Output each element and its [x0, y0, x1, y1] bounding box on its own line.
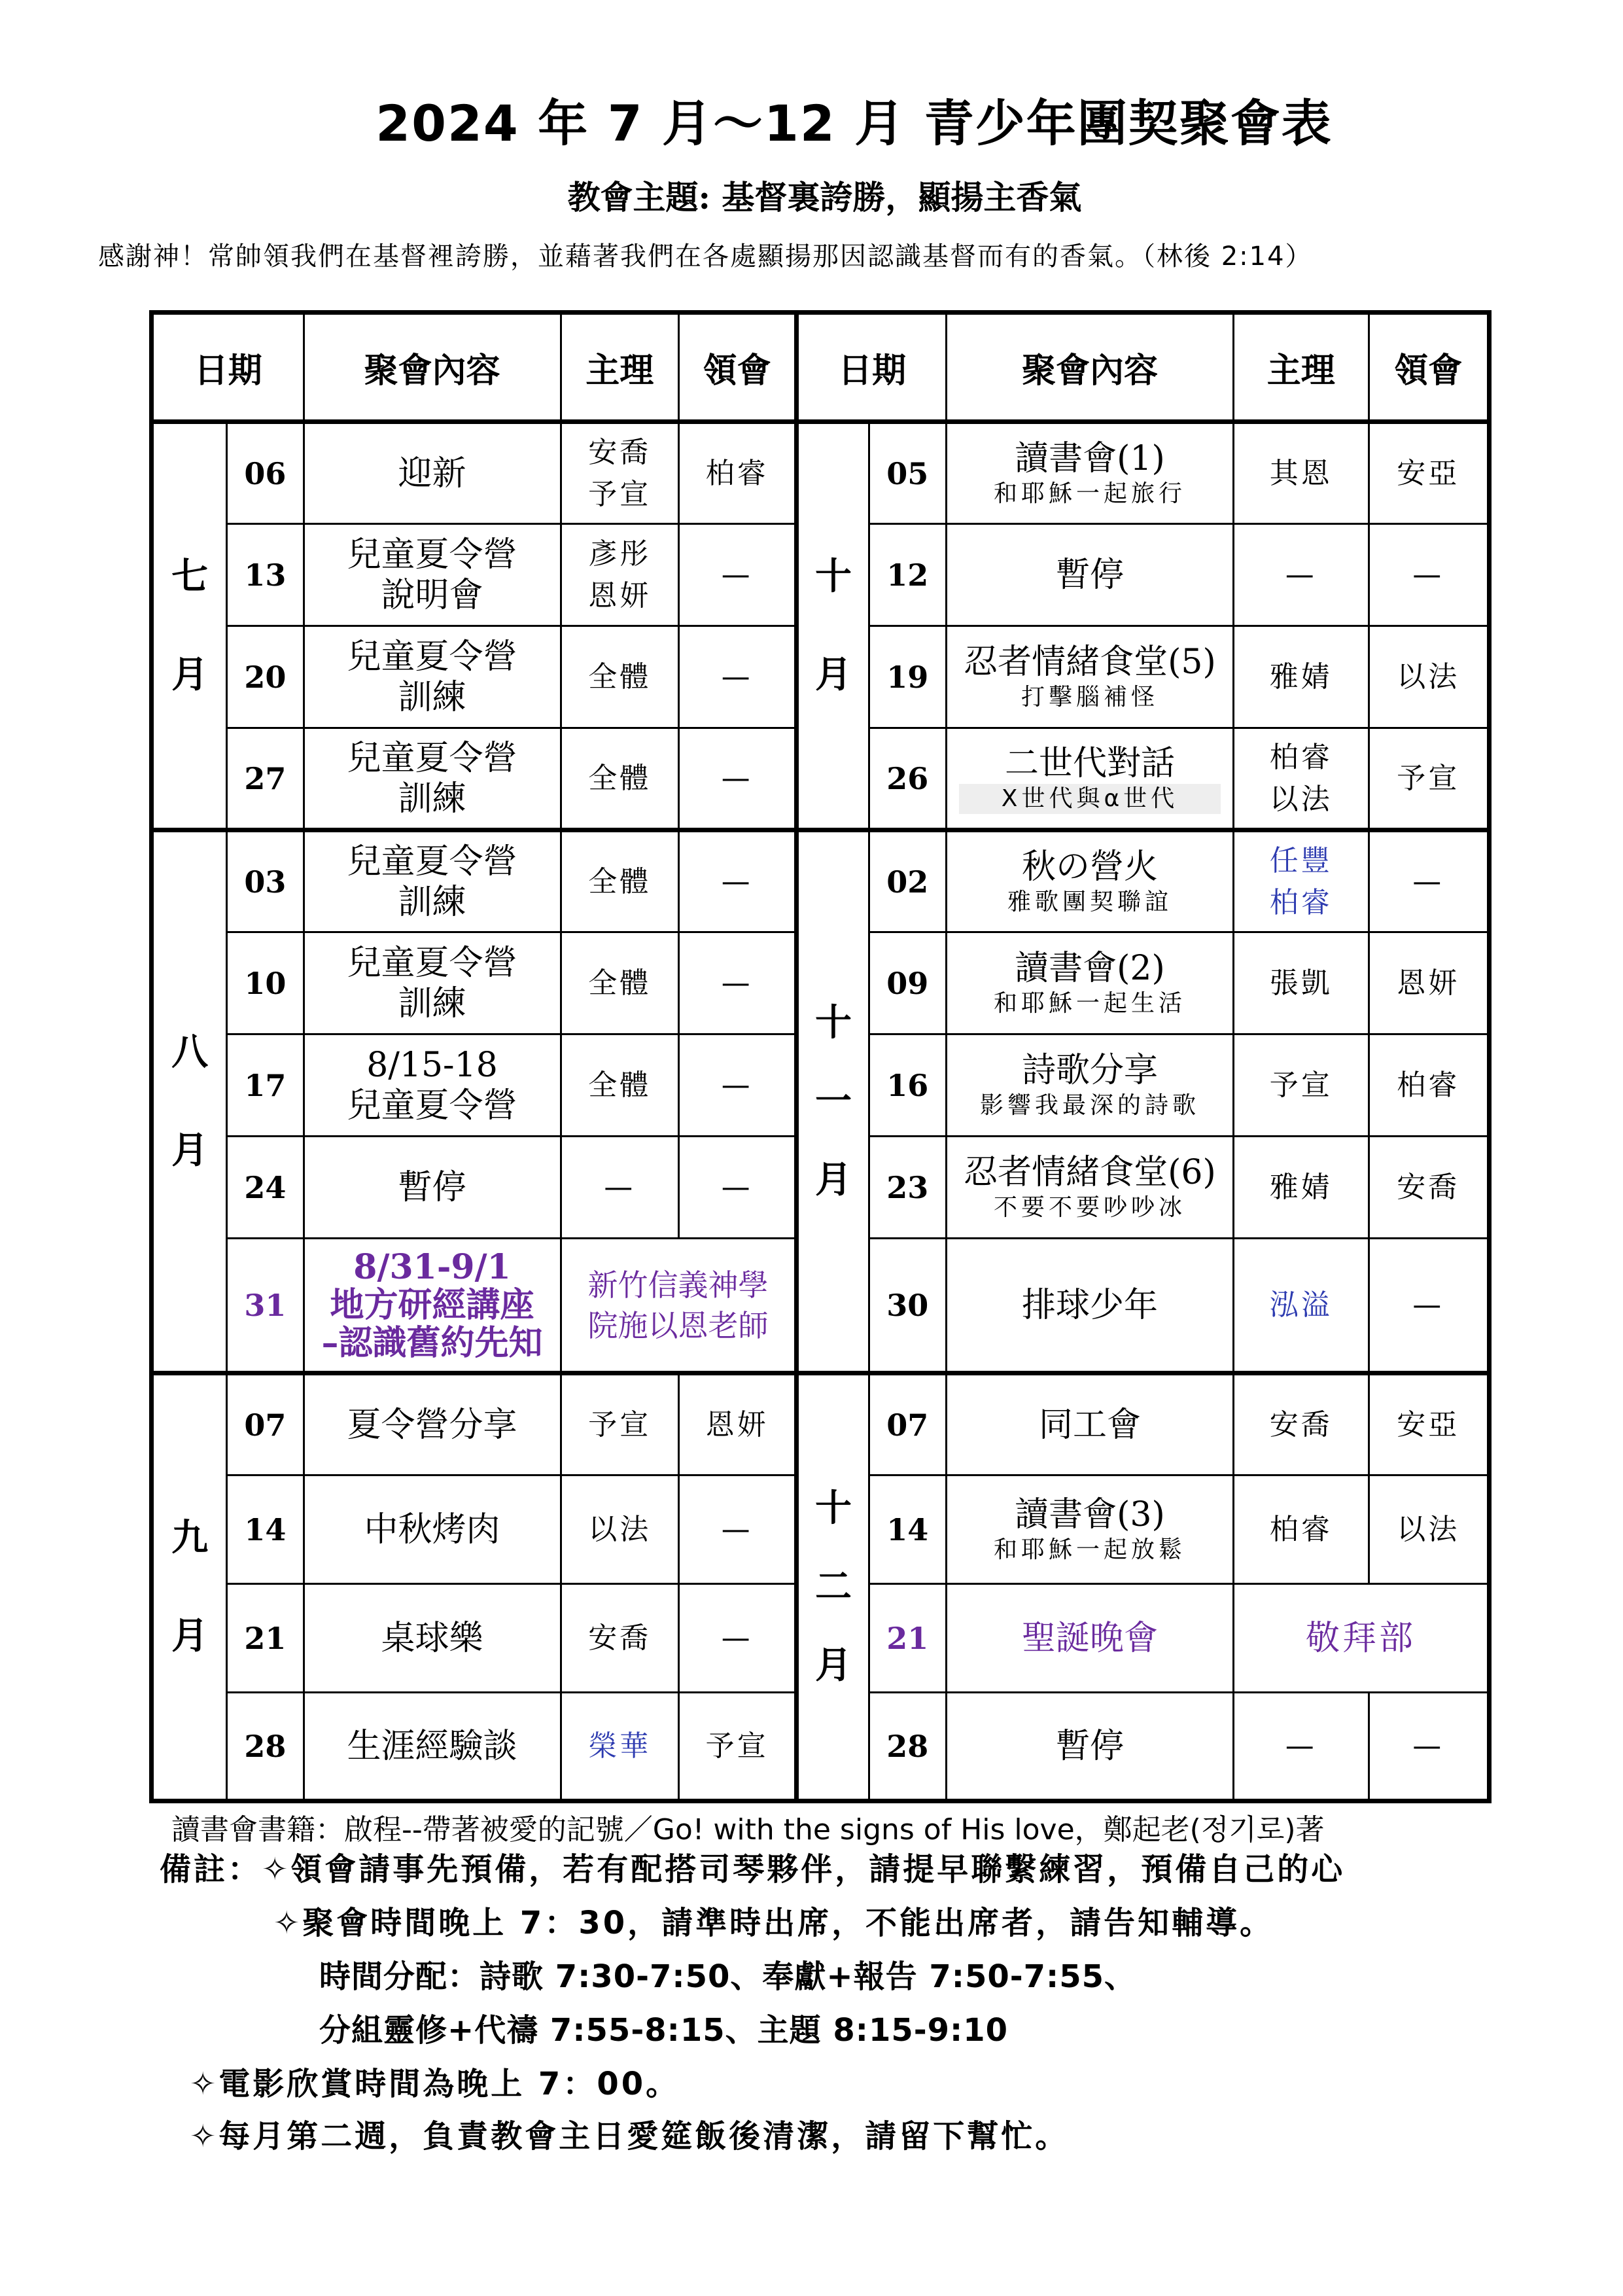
header-lead-left: 領會 — [678, 313, 796, 422]
host-cell: 任豐 柏睿 — [1234, 830, 1369, 932]
event-content: 讀書會(2) 和耶穌一起生活 — [946, 932, 1233, 1034]
lead-cell: 恩妍 — [1369, 932, 1489, 1034]
event-content: 兒童夏令營 訓練 — [304, 932, 561, 1034]
event-subtitle: 打擊腦補怪 — [1021, 683, 1159, 711]
day-cell: 27 — [227, 728, 304, 830]
lead-cell: 以法 — [1369, 626, 1489, 728]
host-cell: 全體 — [561, 932, 678, 1034]
day-cell: 05 — [869, 422, 946, 524]
event-content: 同工會 — [946, 1373, 1233, 1475]
lead-cell: 予宣 — [678, 1693, 796, 1801]
day-cell: 26 — [869, 728, 946, 830]
event-content: 忍者情緒食堂(6) 不要不要吵吵冰 — [946, 1137, 1233, 1239]
lead-cell: 予宣 — [1369, 728, 1489, 830]
day-cell: 14 — [869, 1475, 946, 1584]
event-content: 暫停 — [946, 1693, 1233, 1801]
lead-cell: — — [1369, 1693, 1489, 1801]
host-cell: 安喬 — [561, 1584, 678, 1693]
host-cell: 安喬 — [1234, 1373, 1369, 1475]
host-cell: 予宣 — [1234, 1034, 1369, 1137]
month-label-right: 十 一 月 — [797, 830, 869, 1373]
lead-cell: — — [678, 1137, 796, 1239]
month-label-left: 七 月 — [152, 422, 227, 830]
day-cell: 20 — [227, 626, 304, 728]
host-cell: 柏睿 — [1234, 1475, 1369, 1584]
header-content-left: 聚會內容 — [304, 313, 561, 422]
host-cell: 全體 — [561, 626, 678, 728]
lead-cell: 安亞 — [1369, 1373, 1489, 1475]
host-cell: — — [1234, 524, 1369, 626]
lead-cell: — — [678, 1034, 796, 1137]
event-content: 8/15-18 兒童夏令營 — [304, 1034, 561, 1137]
day-cell: 07 — [227, 1373, 304, 1475]
event-content: 忍者情緒食堂(5) 打擊腦補怪 — [946, 626, 1233, 728]
event-content: 兒童夏令營 訓練 — [304, 830, 561, 932]
book-note: 讀書會書籍：啟程--帶著被愛的記號／Go! with the signs of His love，鄭起老(정기로)著 — [171, 1813, 1325, 1846]
day-cell: 13 — [227, 524, 304, 626]
day-cell: 28 — [869, 1693, 946, 1801]
host-cell: 雅婧 — [1234, 1137, 1369, 1239]
header-host-right: 主理 — [1234, 313, 1369, 422]
lead-cell: — — [1369, 524, 1489, 626]
host-cell: 張凱 — [1234, 932, 1369, 1034]
event-subtitle: 影響我最深的詩歌 — [979, 1091, 1200, 1119]
day-cell: 19 — [869, 626, 946, 728]
header-host-left: 主理 — [561, 313, 678, 422]
day-cell: 12 — [869, 524, 946, 626]
month-label-right: 十 二 月 — [797, 1373, 869, 1801]
event-content: 桌球樂 — [304, 1584, 561, 1693]
note-3: 時間分配：詩歌 7:30-7:50、奉獻+報告 7:50-7:55、 — [319, 1958, 1137, 1995]
lead-cell: 柏睿 — [678, 422, 796, 524]
host-cell: 全體 — [561, 1034, 678, 1137]
note-2: ✧聚會時間晚上 7：30，請準時出席，不能出席者，請告知輔導。 — [273, 1905, 1274, 1941]
day-cell: 21 — [869, 1584, 946, 1693]
day-cell: 07 — [869, 1373, 946, 1475]
lead-cell: — — [1369, 830, 1489, 932]
event-content: 迎新 — [304, 422, 561, 524]
host-cell: — — [1234, 1693, 1369, 1801]
event-content: 二世代對話 X世代與α世代 — [946, 728, 1233, 830]
event-content: 詩歌分享 影響我最深的詩歌 — [946, 1034, 1233, 1137]
header-lead-right: 領會 — [1369, 313, 1489, 422]
day-cell: 28 — [227, 1693, 304, 1801]
event-content: 秋の營火 雅歌團契聯誼 — [946, 830, 1233, 932]
table-row — [152, 1373, 1490, 1475]
note-4: 分組靈修+代禱 7:55-8:15、主題 8:15-9:10 — [319, 2012, 1009, 2049]
host-cell: 予宣 — [561, 1373, 678, 1475]
month-label-left: 八 月 — [152, 830, 227, 1373]
host-cell: 全體 — [561, 728, 678, 830]
lead-cell: 以法 — [1369, 1475, 1489, 1584]
host-cell: 敬拜部 — [1234, 1584, 1490, 1693]
day-cell: 03 — [227, 830, 304, 932]
church-theme: 教會主題: 基督裏誇勝，顯揚主香氣 — [567, 178, 1082, 217]
day-cell: 31 — [227, 1239, 304, 1373]
event-content: 兒童夏令營 訓練 — [304, 626, 561, 728]
host-cell: 全體 — [561, 830, 678, 932]
schedule-table — [149, 310, 1492, 1803]
day-cell: 14 — [227, 1475, 304, 1584]
host-cell: 以法 — [561, 1475, 678, 1584]
host-cell: 安喬 予宣 — [561, 422, 678, 524]
host-cell: 柏睿 以法 — [1234, 728, 1369, 830]
event-speaker: 新竹信義神學 院施以恩老師 — [561, 1239, 797, 1373]
note-5: ✧電影欣賞時間為晚上 7：00。 — [190, 2066, 680, 2102]
lead-cell: — — [678, 932, 796, 1034]
event-content: 生涯經驗談 — [304, 1693, 561, 1801]
lead-cell: 安亞 — [1369, 422, 1489, 524]
event-content: 中秋烤肉 — [304, 1475, 561, 1584]
day-cell: 02 — [869, 830, 946, 932]
event-content: 暫停 — [304, 1137, 561, 1239]
lead-cell: — — [678, 1584, 796, 1693]
lead-cell: — — [678, 830, 796, 932]
day-cell: 16 — [869, 1034, 946, 1137]
event-content: 8/31-9/1 地方研經講座 –認識舊約先知 — [304, 1239, 561, 1373]
day-cell: 21 — [227, 1584, 304, 1693]
event-subtitle: 不要不要吵吵冰 — [993, 1193, 1186, 1221]
host-cell: 榮華 — [561, 1693, 678, 1801]
lead-cell: 柏睿 — [1369, 1034, 1489, 1137]
header-content-right: 聚會內容 — [946, 313, 1233, 422]
event-content: 讀書會(1) 和耶穌一起旅行 — [946, 422, 1233, 524]
day-cell: 30 — [869, 1239, 946, 1373]
host-cell: — — [561, 1137, 678, 1239]
lead-cell: — — [678, 524, 796, 626]
month-label-right: 十 月 — [797, 422, 869, 830]
note-6: ✧每月第二週，負責教會主日愛筵飯後清潔，請留下幫忙。 — [190, 2118, 1070, 2155]
host-cell: 泓溢 — [1234, 1239, 1369, 1373]
host-cell: 彥彤 恩妍 — [561, 524, 678, 626]
day-cell: 06 — [227, 422, 304, 524]
event-content: 排球少年 — [946, 1239, 1233, 1373]
header-row — [152, 313, 1490, 422]
bible-verse: 感謝神！常帥領我們在基督裡誇勝，並藉著我們在各處顯揚那因認識基督而有的香氣。（林後 2:14） — [98, 241, 1313, 272]
table-row — [152, 830, 1490, 932]
event-content: 兒童夏令營 說明會 — [304, 524, 561, 626]
event-subtitle: 和耶穌一起生活 — [993, 989, 1186, 1017]
event-subtitle: 和耶穌一起放鬆 — [993, 1536, 1186, 1563]
note-1: 備註：✧領會請事先預備，若有配搭司琴夥伴，請提早聯繫練習，預備自己的心 — [160, 1851, 1346, 1888]
lead-cell: 安喬 — [1369, 1137, 1489, 1239]
event-content: 兒童夏令營 訓練 — [304, 728, 561, 830]
header-date-left: 日期 — [152, 313, 304, 422]
event-content: 夏令營分享 — [304, 1373, 561, 1475]
event-subtitle: X世代與α世代 — [959, 784, 1221, 814]
lead-cell: — — [1369, 1239, 1489, 1373]
day-cell: 24 — [227, 1137, 304, 1239]
table-row — [152, 422, 1490, 524]
lead-cell: 恩妍 — [678, 1373, 796, 1475]
event-subtitle: 和耶穌一起旅行 — [993, 480, 1186, 507]
day-cell: 17 — [227, 1034, 304, 1137]
day-cell: 23 — [869, 1137, 946, 1239]
page-title: 2024 年 7 月～12 月 青少年團契聚會表 — [375, 94, 1333, 152]
day-cell: 09 — [869, 932, 946, 1034]
lead-cell: — — [678, 626, 796, 728]
event-content: 聖誕晚會 — [946, 1584, 1233, 1693]
event-subtitle: 雅歌團契聯誼 — [1007, 888, 1172, 915]
event-content: 暫停 — [946, 524, 1233, 626]
lead-cell: — — [678, 1475, 796, 1584]
host-cell: 雅婧 — [1234, 626, 1369, 728]
host-cell: 其恩 — [1234, 422, 1369, 524]
day-cell: 10 — [227, 932, 304, 1034]
header-date-right: 日期 — [797, 313, 947, 422]
event-content: 讀書會(3) 和耶穌一起放鬆 — [946, 1475, 1233, 1584]
month-label-left: 九 月 — [152, 1373, 227, 1801]
lead-cell: — — [678, 728, 796, 830]
